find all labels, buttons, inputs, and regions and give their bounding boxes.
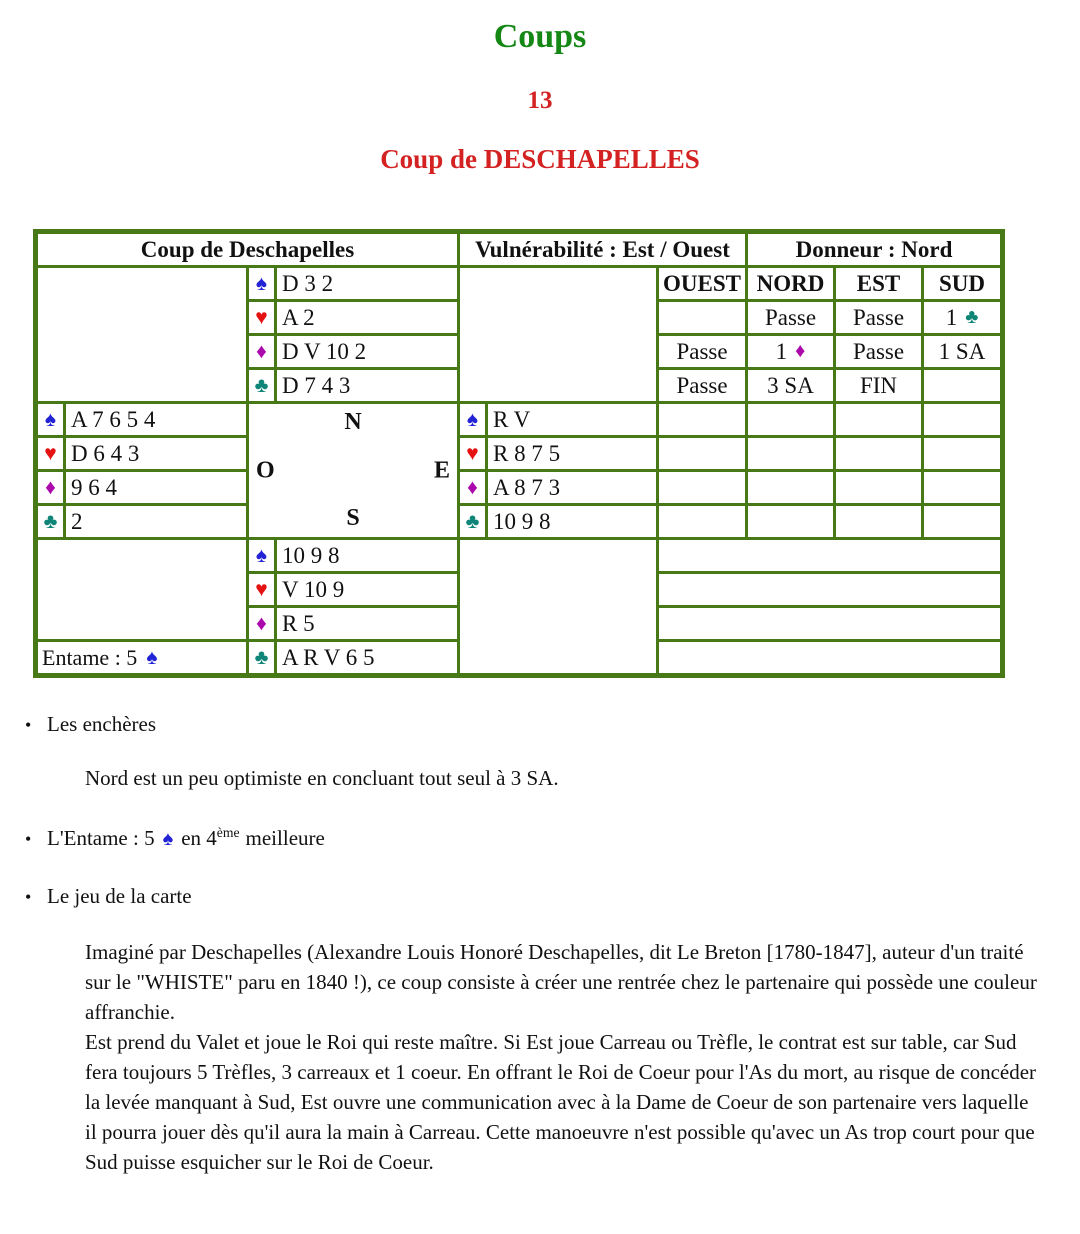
south-hearts-cards: V 10 9 (277, 574, 457, 605)
heart-icon (249, 302, 274, 333)
empty-bid-cell (836, 438, 921, 469)
empty-row-cell (659, 608, 1000, 639)
entame-mid: en 4 (181, 826, 217, 850)
entame-note (47, 826, 325, 851)
spade-icon (249, 268, 274, 299)
list-item-jeu (25, 884, 1080, 909)
deal-table (33, 229, 1005, 678)
bid-cell: Passe (659, 370, 745, 401)
bid-cell: FIN (836, 370, 921, 401)
diamond-icon (249, 608, 274, 639)
spade-icon: ♠ (146, 645, 158, 669)
empty-bid-cell (836, 404, 921, 435)
club-icon (38, 506, 63, 537)
bid-cell (924, 370, 1000, 401)
empty-cell (460, 540, 656, 673)
club-icon: ♣ (254, 373, 269, 397)
bullet-icon: • (25, 829, 32, 849)
bid-header-sud: SUD (924, 268, 1000, 299)
bullet-icon: • (25, 887, 32, 907)
opening-lead-label: Entame : 5 (42, 644, 138, 670)
empty-bid-cell (924, 404, 1000, 435)
spade-icon: ♠ (162, 828, 174, 850)
heart-icon: ♥ (255, 577, 268, 601)
diamond-icon (460, 472, 485, 503)
bid-level: 1 (945, 304, 958, 330)
opening-lead (38, 642, 246, 673)
compass-south-label: S (346, 505, 360, 531)
compass-north-label: N (344, 409, 362, 435)
jeu-label: Le jeu de la carte (47, 884, 192, 908)
north-spades-cards: D 3 2 (277, 268, 457, 299)
diamond-icon: ♦ (795, 340, 806, 362)
south-spades-cards: 10 9 8 (277, 540, 457, 571)
west-spades-cards: A 7 6 5 4 (66, 404, 246, 435)
heart-icon: ♥ (44, 441, 57, 465)
spade-icon (38, 404, 63, 435)
empty-bid-cell (748, 472, 833, 503)
coup-subtitle: Coup de DESCHAPELLES (380, 144, 700, 174)
bid-cell: Passe (836, 302, 921, 333)
diamond-icon: ♦ (256, 339, 267, 363)
east-diamonds-cards: A 8 7 3 (488, 472, 656, 503)
empty-row-cell (659, 540, 1000, 571)
empty-cell (460, 268, 656, 401)
page-title: Coups (493, 18, 587, 55)
bid-level: 1 (775, 338, 788, 364)
diamond-icon: ♦ (45, 475, 56, 499)
compass-west-label: O (256, 457, 275, 483)
empty-bid-cell (748, 404, 833, 435)
list-item-encheres (25, 712, 1080, 737)
empty-bid-cell (659, 506, 745, 537)
east-clubs-cards: 10 9 8 (488, 506, 656, 537)
empty-bid-cell (748, 506, 833, 537)
club-icon: ♣ (465, 509, 480, 533)
heart-icon (249, 574, 274, 605)
heart-icon: ♥ (255, 305, 268, 329)
club-icon: ♣ (965, 306, 979, 328)
bid-header-nord: NORD (748, 268, 833, 299)
empty-cell (38, 540, 246, 639)
empty-row-cell (659, 574, 1000, 605)
diamond-icon (38, 472, 63, 503)
club-icon (249, 370, 274, 401)
spade-icon: ♠ (255, 543, 268, 567)
compass-east-label: E (433, 457, 450, 483)
empty-bid-cell (836, 472, 921, 503)
north-clubs-cards: D 7 4 3 (277, 370, 457, 401)
diamond-icon (249, 336, 274, 367)
encheres-label: Les enchères (47, 712, 157, 736)
bid-cell: 1 SA (924, 336, 1000, 367)
notes-section (0, 712, 1080, 1177)
empty-bid-cell (924, 506, 1000, 537)
empty-bid-cell (659, 404, 745, 435)
west-diamonds-cards: 9 6 4 (66, 472, 246, 503)
south-diamonds-cards: R 5 (277, 608, 457, 639)
empty-bid-cell (659, 472, 745, 503)
spade-icon: ♠ (255, 271, 268, 295)
empty-bid-cell (924, 438, 1000, 469)
bid-cell: 3 SA (748, 370, 833, 401)
bid-cell (659, 302, 745, 333)
commentary-paragraph-2: Est prend du Valet et joue le Roi qui reste maître. Si Est joue Carreau ou Trèfle, le contrat est sur table, car Sud fera toujours 5 Trèfles, 3 carreaux et 1 coeur. En offrant le Roi de Coeur pour l'As du mort, au risque de concéder la levée manquant à Sud, Est ouvre une communication avec à la Dame de Coeur de son partenaire vers laquelle il pourra jouer dès qu'il aura la main à Carreau. Cette manoeuvre n'est possible qu'avec un As trop court pour que Sud puisse esquicher sur le Roi de Coeur. (85, 1030, 1037, 1174)
encheres-comment: Nord est un peu optimiste en concluant tout seul à 3 SA. (85, 766, 559, 790)
heart-icon (38, 438, 63, 469)
west-clubs-cards: 2 (66, 506, 246, 537)
heart-icon (460, 438, 485, 469)
club-icon (249, 642, 274, 673)
bid-header-est: EST (836, 268, 921, 299)
commentary-paragraph-1: Imaginé par Deschapelles (Alexandre Louis Honoré Deschapelles, dit Le Breton [1780-1847], auteur d'un traité sur le "WHISTE" paru en 1840 !), ce coup consiste à créer une rentrée chez le partenaire qui possède une couleur affranchie. (85, 940, 1037, 1024)
empty-bid-cell (748, 438, 833, 469)
entame-suffix: meilleure (245, 826, 325, 850)
spade-icon: ♠ (44, 407, 57, 431)
east-hearts-cards: R 8 7 5 (488, 438, 656, 469)
empty-row-cell (659, 642, 1000, 673)
bid-cell (748, 336, 833, 367)
west-hearts-cards: D 6 4 3 (66, 438, 246, 469)
dealer-header: Donneur : Nord (748, 234, 1000, 265)
club-icon: ♣ (254, 645, 269, 669)
bullet-icon: • (25, 715, 32, 735)
deal-title-header: Coup de Deschapelles (38, 234, 457, 265)
vulnerability-header: Vulnérabilité : Est / Ouest (460, 234, 745, 265)
coup-number: 13 (527, 87, 553, 114)
heart-icon: ♥ (466, 441, 479, 465)
north-hearts-cards: A 2 (277, 302, 457, 333)
empty-bid-cell (836, 506, 921, 537)
empty-cell (38, 268, 246, 401)
diamond-icon: ♦ (467, 475, 478, 499)
spade-icon (249, 540, 274, 571)
club-icon: ♣ (43, 509, 58, 533)
spade-icon: ♠ (466, 407, 479, 431)
bid-cell: Passe (659, 336, 745, 367)
bid-cell: Passe (748, 302, 833, 333)
east-spades-cards: R V (488, 404, 656, 435)
bid-cell (924, 302, 1000, 333)
entame-superscript: ème (216, 825, 240, 840)
list-item-entame (25, 826, 1080, 851)
bid-header-ouest: OUEST (659, 268, 745, 299)
page (0, 18, 1080, 1177)
south-clubs-cards: A R V 6 5 (277, 642, 457, 673)
empty-bid-cell (659, 438, 745, 469)
compass (249, 404, 457, 537)
empty-bid-cell (924, 472, 1000, 503)
north-diamonds-cards: D V 10 2 (277, 336, 457, 367)
entame-prefix: L'Entame : 5 (47, 826, 155, 850)
bid-cell: Passe (836, 336, 921, 367)
diamond-icon: ♦ (256, 611, 267, 635)
club-icon (460, 506, 485, 537)
spade-icon (460, 404, 485, 435)
